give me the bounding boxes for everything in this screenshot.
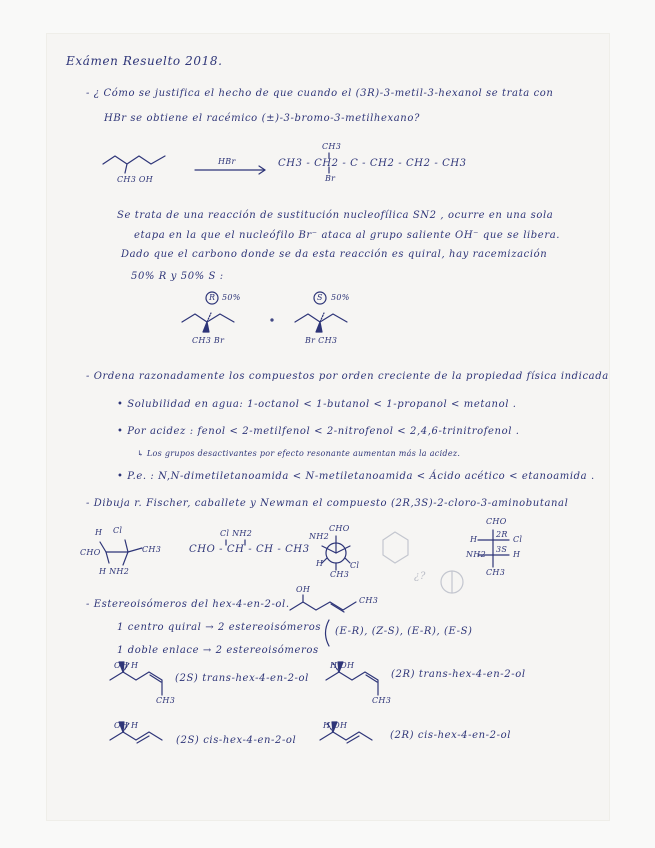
q4-main-skeleton xyxy=(290,602,356,610)
s3-oh-h-label: OH H xyxy=(114,721,139,730)
wedge-right-label: CH3 xyxy=(142,545,162,554)
wedge-top-right-label: Cl xyxy=(113,526,123,535)
isomer-r-percent: 50% xyxy=(222,293,241,302)
q4-curly-bracket xyxy=(326,620,330,646)
s1-skeleton xyxy=(110,672,162,695)
newman-left-bottom-label: H xyxy=(316,559,324,568)
q1-line1: - ¿ Cómo se justifica el hecho de que cuando el (3R)-3-metil-3-hexanol se trata con xyxy=(86,88,554,99)
q4-stereocentre-line: 1 centro quiral → 2 estereoisómeros xyxy=(117,622,322,633)
s4-double-bond xyxy=(347,736,359,743)
wedge-top-left-label: H xyxy=(95,528,103,537)
q2-title: - Ordena razonadamente los compuestos por orden creciente de la propiedad física indicada xyxy=(86,371,609,382)
wedge-left-label: CHO xyxy=(80,548,101,557)
isomer-r-substituents: CH3 Br xyxy=(192,336,225,345)
fischer-row1-right: Cl xyxy=(513,535,523,544)
page-title: Exámen Resuelto 2018. xyxy=(66,54,223,68)
q4-main-oh-label: OH xyxy=(296,585,311,594)
fischer-top-label: CHO xyxy=(486,517,507,526)
s1-name-label: (2S) trans-hex-4-en-2-ol xyxy=(175,673,309,684)
s4-h-oh-label: H OH xyxy=(323,721,348,730)
product-top-label: CH3 xyxy=(322,142,342,151)
q3-title: - Dibuja r. Fischer, caballete y Newman el compuesto (2R,3S)-2-cloro-3-aminobutanal xyxy=(86,498,569,509)
q4-main-double-bond xyxy=(331,604,344,612)
s3-name-label: (2S) cis-hex-4-en-2-ol xyxy=(176,735,297,746)
fischer-row2-right: H xyxy=(513,550,521,559)
substrate-substituent-label: CH3 OH xyxy=(117,175,154,184)
fischer-row2-left: NH2 xyxy=(466,550,486,559)
q2-bullet-acidity: • Por acidez : fenol < 2-metilfenol < 2-nitrofenol < 2,4,6-trinitrofenol . xyxy=(117,426,520,437)
fischer-row1-config: 2R xyxy=(496,530,508,539)
q1-answer-line1: Se trata de una reacción de sustitución nucleofílica SN2 , ocurre en una sola xyxy=(117,210,554,221)
fischer-row2-config: 3S xyxy=(496,545,508,554)
q1-answer-line3: Dado que el carbono donde se da esta reacción es quiral, hay racemización xyxy=(121,249,548,260)
condensed-main-label: CHO - CH - CH - CH3 xyxy=(189,544,310,555)
fischer-row1-left: H xyxy=(470,535,478,544)
s2-h-oh-label: H OH xyxy=(330,661,355,670)
product-bottom-label: Br xyxy=(325,174,336,183)
product-main-label: CH3 - CH2 - C - CH2 - CH2 - CH3 xyxy=(278,158,467,169)
q2-bullet-boiling-point: • P.e. : N,N-dimetiletanoamida < N-metiletanoamida < Ácido acético < etanoamida . xyxy=(117,471,595,482)
q4-double-bond-line: 1 doble enlace → 2 estereoisómeros xyxy=(117,645,319,656)
condensed-top-label: Cl NH2 xyxy=(220,529,253,538)
s3-double-bond xyxy=(137,736,149,743)
s2-ch3-label: CH3 xyxy=(372,696,392,705)
q4-main-ch3-label: CH3 xyxy=(359,596,379,605)
s1-ch3-label: CH3 xyxy=(156,696,176,705)
newman-bottom-label: CH3 xyxy=(330,570,350,579)
newman-top-label: CHO xyxy=(329,524,350,533)
s4-skeleton xyxy=(320,732,372,740)
q1-answer-line2: etapa en la que el nucleófilo Br⁻ ataca al grupo saliente OH⁻ que se libera. xyxy=(134,230,561,241)
isomer-s-label: S xyxy=(317,293,323,302)
newman-right-bottom-label: Cl xyxy=(350,561,360,570)
isomer-s-substituents: Br CH3 xyxy=(305,336,338,345)
isomer-r-label: R xyxy=(209,293,216,302)
s4-name-label: (2R) cis-hex-4-en-2-ol xyxy=(390,730,512,741)
q1-line2: HBr se obtiene el racémico (±)-3-bromo-3-metilhexano? xyxy=(104,113,420,124)
s3-skeleton xyxy=(110,732,162,740)
s2-name-label: (2R) trans-hex-4-en-2-ol xyxy=(391,669,526,680)
s1-oh-h-label: OH H xyxy=(114,661,139,670)
q4-title: - Estereoisómeros del hex-4-en-2-ol. xyxy=(86,599,290,610)
isomer-s-percent: 50% xyxy=(331,293,350,302)
q2-bullet-solubility: • Solubilidad en agua: 1-octanol < 1-butanol < 1-propanol < metanol . xyxy=(117,399,517,410)
q1-answer-line4: 50% R y 50% S : xyxy=(131,271,224,282)
faint-question-label: ¿? xyxy=(414,571,426,582)
q4-combinations: (E-R), (Z-S), (E-R), (E-S) xyxy=(335,626,473,637)
wedge-bottom-label: H NH2 xyxy=(99,567,130,576)
q2-acidity-note: ↳ Los grupos desactivantes por efecto resonante aumentan más la acidez. xyxy=(137,449,461,458)
s2-skeleton xyxy=(326,672,378,695)
fischer-bottom-label: CH3 xyxy=(486,568,506,577)
newman-left-top-label: NH2 xyxy=(309,532,329,541)
reagent-label: HBr xyxy=(218,157,236,166)
